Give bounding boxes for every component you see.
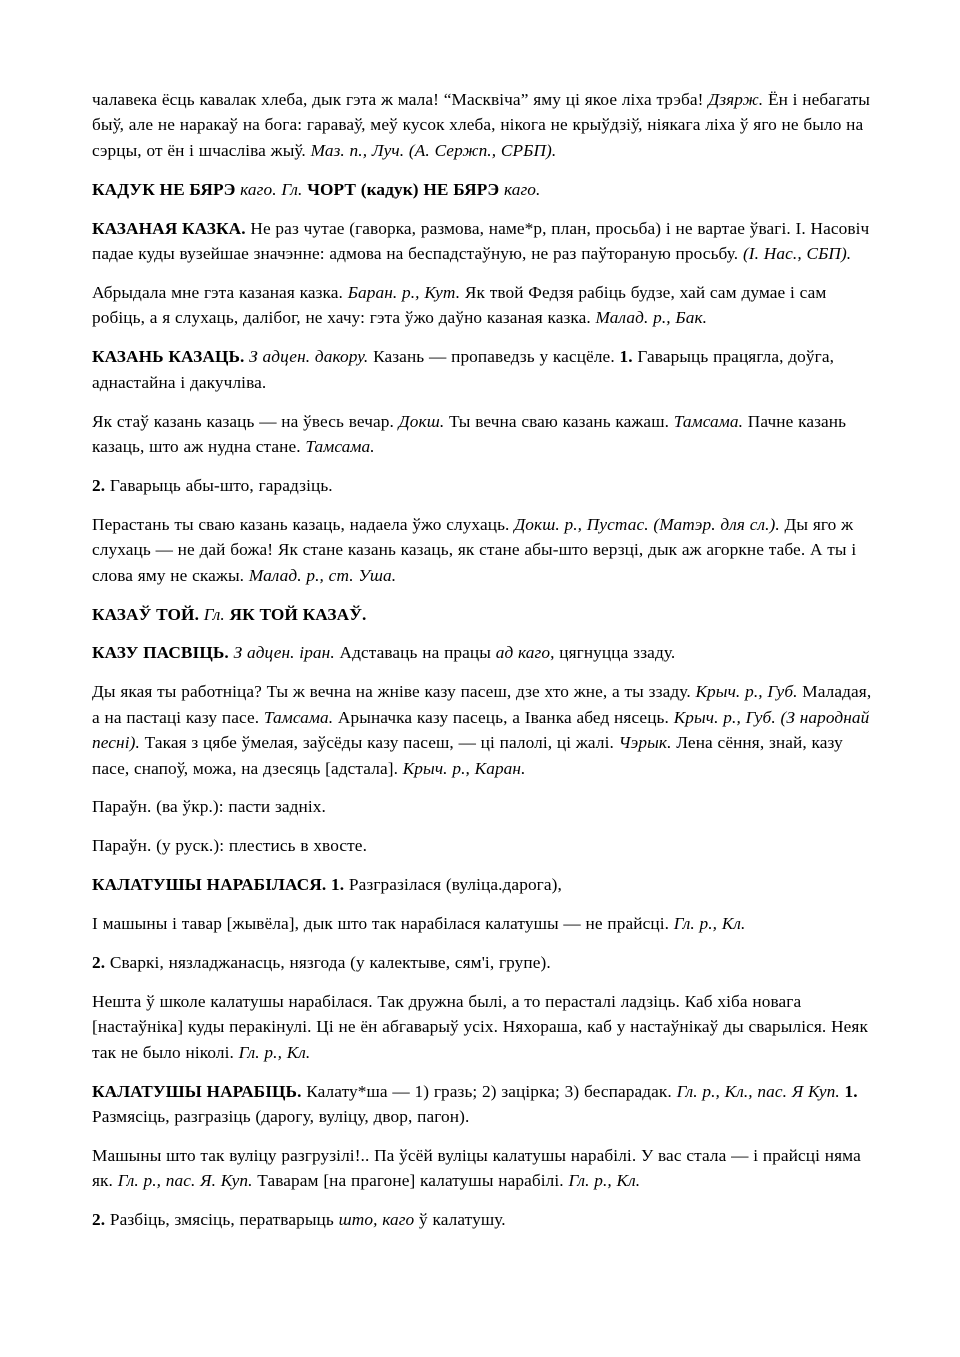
comparison-note <box>92 794 872 819</box>
text-run-regular: Машыны што так вуліцу разгрузілі!.. Па ўсёй вуліцы калатушы нарабілі. У вас стала — і прайсці няма як. <box>92 1146 861 1191</box>
text-run-regular: ў калатушу. <box>419 1210 506 1230</box>
text-run-italic: Гл. р., Кл. <box>568 1171 641 1191</box>
text-run-italic: Крыч. р., Губ. (З народнай песні). <box>92 707 870 753</box>
text-run-regular: чалавека ёсць кавалак хлеба, дык гэта ж мала! “Масквіча” яму ці якое ліха трэба! <box>92 90 709 109</box>
text-run-regular: Параўн. (у руск.): плестись в хвосте. <box>92 836 367 856</box>
text-run-italic: Тамсама. <box>263 707 338 727</box>
sense-paragraph <box>92 473 872 498</box>
text-run-regular: Сваркі, нязладжанасць, нязгода (у калектыве, сям'і, групе). <box>109 953 551 973</box>
text-run-italic: З адцен. дакору. <box>249 347 374 367</box>
text-run-regular: Такая з цябе ўмелая, заўсёды казу пасеш, — ці палолі, ці жалі. <box>144 733 619 753</box>
text-run-italic: Малад. р., ст. Уша. <box>248 565 397 585</box>
text-run-italic: Маз. п., Луч. (А. Сержп., СРБП). <box>310 140 557 160</box>
text-run-italic: што, каго <box>338 1210 420 1230</box>
text-run-italic: Тамсама. <box>305 436 375 456</box>
text-run-bold: ЯК ТОЙ КАЗАЎ. <box>229 604 367 624</box>
text-run-regular: Лена сёння, знай, казу пасе, снапоў, можа, на дзесяць [адстала]. <box>92 733 843 778</box>
text-run-bold: КАЗУ ПАСВІЦЬ. <box>92 643 234 663</box>
text-run-regular: , цягнуцца ззаду. <box>550 643 676 663</box>
sense-paragraph <box>92 950 872 975</box>
text-run-regular: Як стаў казань казаць — на ўвесь вечар. <box>92 411 399 431</box>
text-run-italic: Крыч. р., Губ. <box>695 682 803 702</box>
text-run-italic: Чэрык. <box>618 733 677 753</box>
text-run-regular: Ды яго ж слухаць — не дай божа! Як стане казань казаць, як стане абы-што верзці, дык аж агоркне табе. А ты і слова яму не скажы. <box>92 514 857 585</box>
text-run-bold: 1. <box>844 1081 858 1101</box>
text-run-regular: Калату*ша — 1) гразь; 2) зацірка; 3) беспарадак. <box>306 1081 677 1101</box>
text-run-italic: Гл. р., Кл. <box>238 1042 311 1062</box>
text-run-regular: Адставаць на працы <box>339 643 496 663</box>
text-run-regular: І машыны і тавар [жывёла], дык што так нарабілася калатушы — не прайсці. <box>92 914 674 934</box>
text-run-regular: Гаварыць працягла, доўга, аднастайна і дакучліва. <box>92 347 835 392</box>
text-run-regular: Як твой Федзя рабіць будзе, хай сам думае і сам робіць, а я слухаць, далібог, не хачу: гэта ўжо даўно казаная казка. <box>92 282 827 328</box>
text-run-regular: Перастань ты сваю казань казаць, надаела ўжо слухаць. <box>92 514 515 534</box>
text-run-italic: Гл. р., Кл., пас. Я Куп. <box>676 1081 845 1101</box>
text-run-italic: Гл. р., пас. Я. Куп. <box>117 1171 258 1191</box>
continuation-paragraph <box>92 87 872 163</box>
dictionary-entry <box>92 872 872 897</box>
text-run-regular: Гаварыць абы-што, гарадзіць. <box>109 475 333 495</box>
text-run-regular: Разбіць, змясіць, ператварыць <box>109 1210 339 1230</box>
text-run-italic: Гл. <box>203 604 230 624</box>
example-paragraph <box>92 409 872 460</box>
text-run-bold: КАЗАНЬ КАЗАЦЬ. <box>92 347 250 367</box>
text-run-italic: Тамсама. <box>673 411 748 431</box>
text-run-bold: 1. <box>619 347 638 367</box>
text-run-regular: Ды якая ты работніца? Ты ж вечна на жніве казу пасеш, дзе хто жне, а ты ззаду. <box>92 682 696 702</box>
text-run-regular: Маладая, а на пастаці казу пасе. <box>92 682 872 727</box>
example-paragraph <box>92 911 872 936</box>
text-run-regular: Абрыдала мне гэта казаная казка. <box>92 282 348 302</box>
text-run-italic: каго. <box>503 179 541 199</box>
example-paragraph <box>92 989 872 1065</box>
text-run-regular: Не раз чутае (гаворка, размова, наме*р, план, просьба) і не вартае ўвагі. І. Насовіч падае куды вузейшае значэнне: адмова на беспадстаўную, не раз паўтораную просьбу. <box>92 218 870 264</box>
text-run-regular: Ты вечна сваю казань кажаш. <box>448 411 674 431</box>
text-run-bold: КАЗАЎ ТОЙ. <box>92 604 204 624</box>
example-paragraph <box>92 512 872 588</box>
dictionary-entry <box>92 344 872 395</box>
text-run-regular: Казань — пропаведзь у касцёле. <box>373 347 620 367</box>
dictionary-entry <box>92 1079 872 1130</box>
text-run-regular: Нешта ў школе калатушы нарабілася. Так дружна былі, а то перасталі ладзіць. Каб хіба новага [настаўніка] куды перакінулі. Ці не ён абгаварыў усіх. Няхораша, каб у настаўнікаў ды сварыліся. Неяк так не было ніколі. <box>92 991 868 1062</box>
text-run-bold: КАДУК НЕ БЯРЭ <box>92 179 241 199</box>
text-run-bold: КАЛАТУШЫ НАРАБІЦЬ. <box>92 1081 307 1101</box>
text-run-italic: каго. Гл. <box>240 179 308 199</box>
example-paragraph <box>92 1143 872 1194</box>
text-run-italic: (І. Нас., СБП). <box>742 244 852 264</box>
text-run-italic: Баран. р., Кут. <box>347 282 465 302</box>
text-run-regular: Параўн. (ва ўкр.): пасти задніх. <box>92 797 326 817</box>
dictionary-entry <box>92 640 872 665</box>
text-run-italic: Малад. р., Бак. <box>595 308 708 328</box>
text-run-regular: Разгразілася (вуліца.дарога), <box>348 875 562 895</box>
text-run-regular: Ён і небагаты быў, але не наракаў на бога: гараваў, меў кусок хлеба, нікога не крыўдзіў, ніякага ліха ў яго не было на сэрцы, от ён і шчасліва жыў. <box>92 90 870 160</box>
text-run-italic: З адцен. іран. <box>233 643 340 663</box>
text-run-bold: ЧОРТ (кадук) НЕ БЯРЭ <box>307 179 504 199</box>
text-run-regular: Размясіць, разгразіць (дарогу, вуліцу, двор, пагон). <box>92 1107 470 1127</box>
text-run-regular: Таварам [на прагоне] калатушы нарабілі. <box>257 1171 569 1191</box>
dictionary-entry <box>92 177 872 202</box>
text-run-italic: ад каго <box>495 643 551 663</box>
dictionary-entry <box>92 602 872 627</box>
text-run-italic: Докш. <box>398 411 449 431</box>
text-run-bold: 2. <box>92 475 110 495</box>
text-run-bold: 2. <box>92 1210 110 1230</box>
text-run-bold: КАЛАТУШЫ НАРАБІЛАСЯ. 1. <box>92 875 349 895</box>
text-run-italic: Крыч. р., Каран. <box>402 758 526 778</box>
text-run-bold: КАЗАНАЯ КАЗКА. <box>92 218 251 238</box>
example-paragraph <box>92 679 872 781</box>
text-run-italic: Гл. р., Кл. <box>673 914 746 934</box>
text-run-regular: Арыначка казу пасець, а Іванка абед нясець. <box>337 707 674 727</box>
dictionary-entry <box>92 216 872 267</box>
example-paragraph <box>92 280 872 331</box>
text-run-regular: Пачне казань казаць, што аж нудна стане. <box>92 411 847 456</box>
text-run-bold: 2. <box>92 953 110 973</box>
text-run-italic: Докш. р., Пустас. (Матэр. для сл.). <box>514 514 785 534</box>
text-run-italic: Дзярж. <box>708 90 764 109</box>
comparison-note <box>92 833 872 858</box>
sense-paragraph <box>92 1207 872 1232</box>
